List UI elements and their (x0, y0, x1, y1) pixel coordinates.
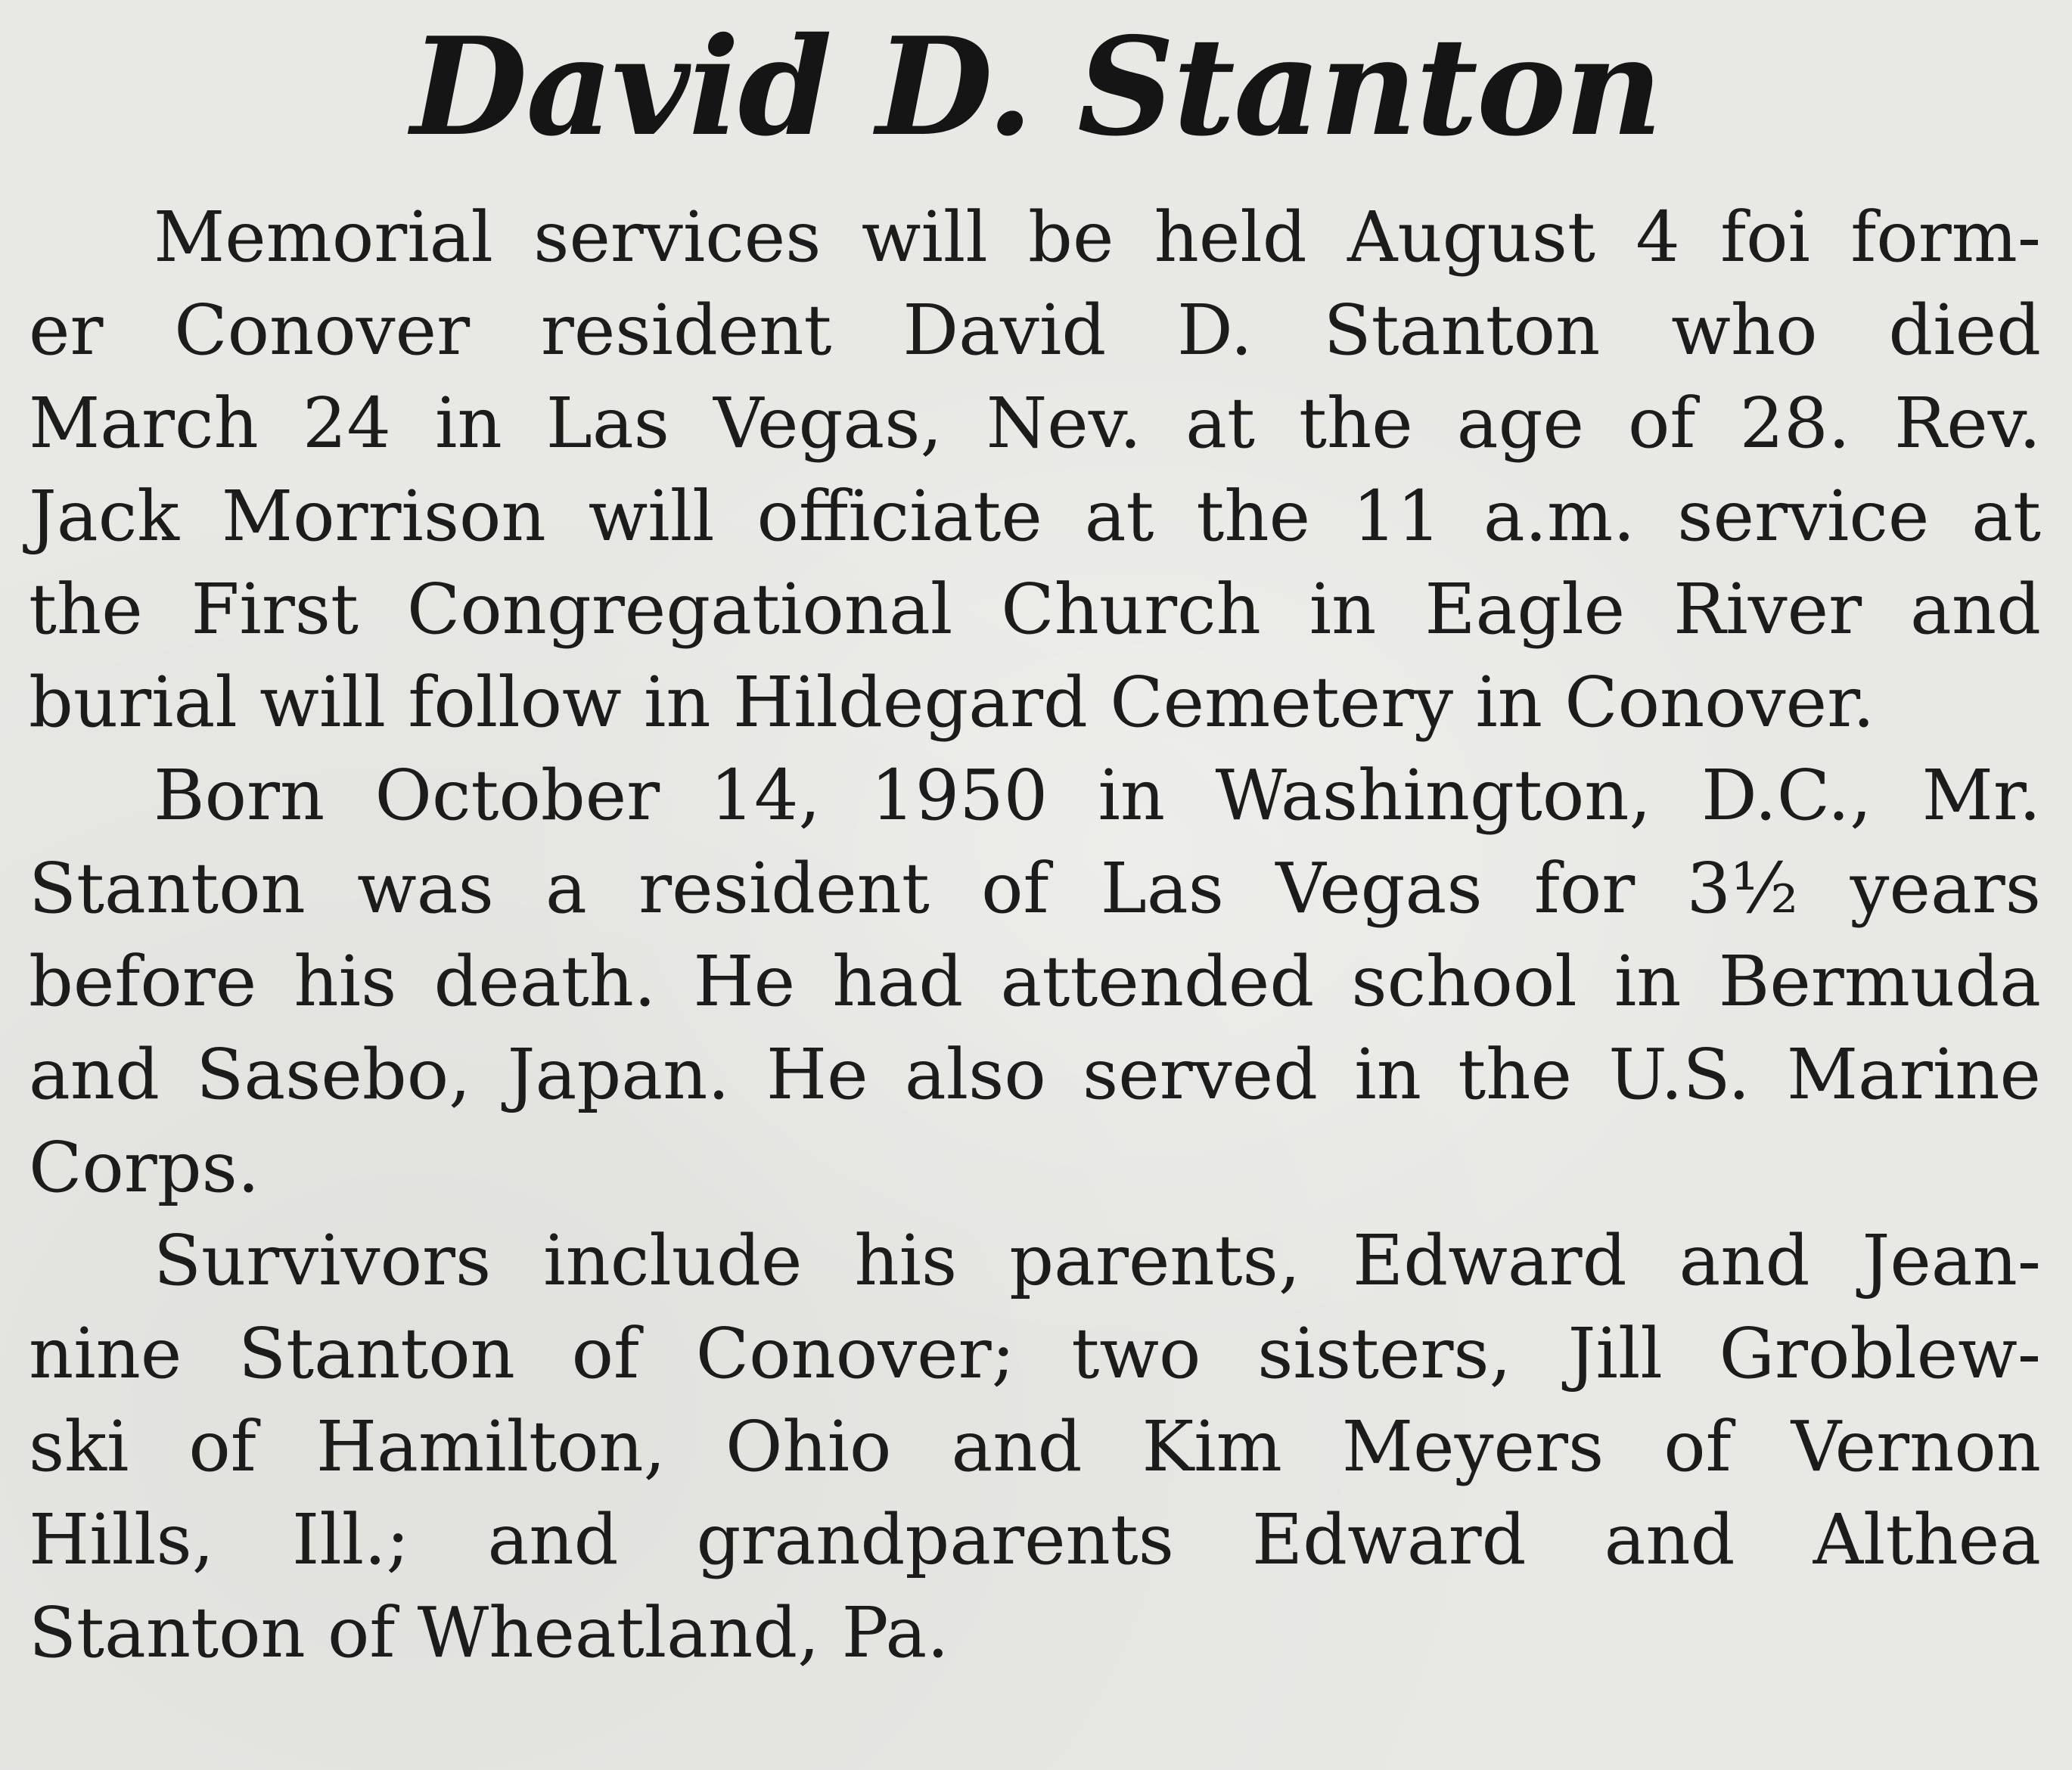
text-line: Corps. (29, 1127, 260, 1208)
text-line: ski of Hamilton, Ohio and Kim Meyers of Vernon (29, 1406, 2041, 1487)
text-line: Survivors include his parents, Edward and Jean- (154, 1220, 2041, 1301)
text-line: Memorial services will be held August 4 foi form- (154, 197, 2041, 278)
text-line: burial will follow in Hildegard Cemetery in Conover. (29, 662, 1875, 743)
text-line: March 24 in Las Vegas, Nev. at the age of 28. Rev. (29, 383, 2041, 464)
paragraph-survivors (29, 1214, 2041, 1679)
obituary-headline: David D. Stanton (410, 8, 1661, 166)
text-line: nine Stanton of Conover; two sisters, Jill Groblew- (29, 1313, 2041, 1394)
paragraph-biography (29, 749, 2041, 1214)
text-line: Stanton of Wheatland, Pa. (29, 1592, 949, 1673)
text-line: er Conover resident David D. Stanton who died (29, 290, 2041, 371)
text-line: Jack Morrison will officiate at the 11 a.m. service at (29, 476, 2041, 557)
text-line: Stanton was a resident of Las Vegas for 3½ years (29, 848, 2041, 929)
paragraph-memorial-services (29, 191, 2041, 749)
text-line: Born October 14, 1950 in Washington, D.C., Mr. (154, 755, 2041, 836)
text-line: the First Congregational Church in Eagle River and (29, 569, 2041, 650)
obituary-body (29, 191, 2041, 1679)
text-line: and Sasebo, Japan. He also served in the U.S. Marine (29, 1034, 2041, 1115)
text-line: Hills, Ill.; and grandparents Edward and Althea (29, 1499, 2041, 1580)
text-line: before his death. He had attended school in Bermuda (29, 941, 2041, 1022)
